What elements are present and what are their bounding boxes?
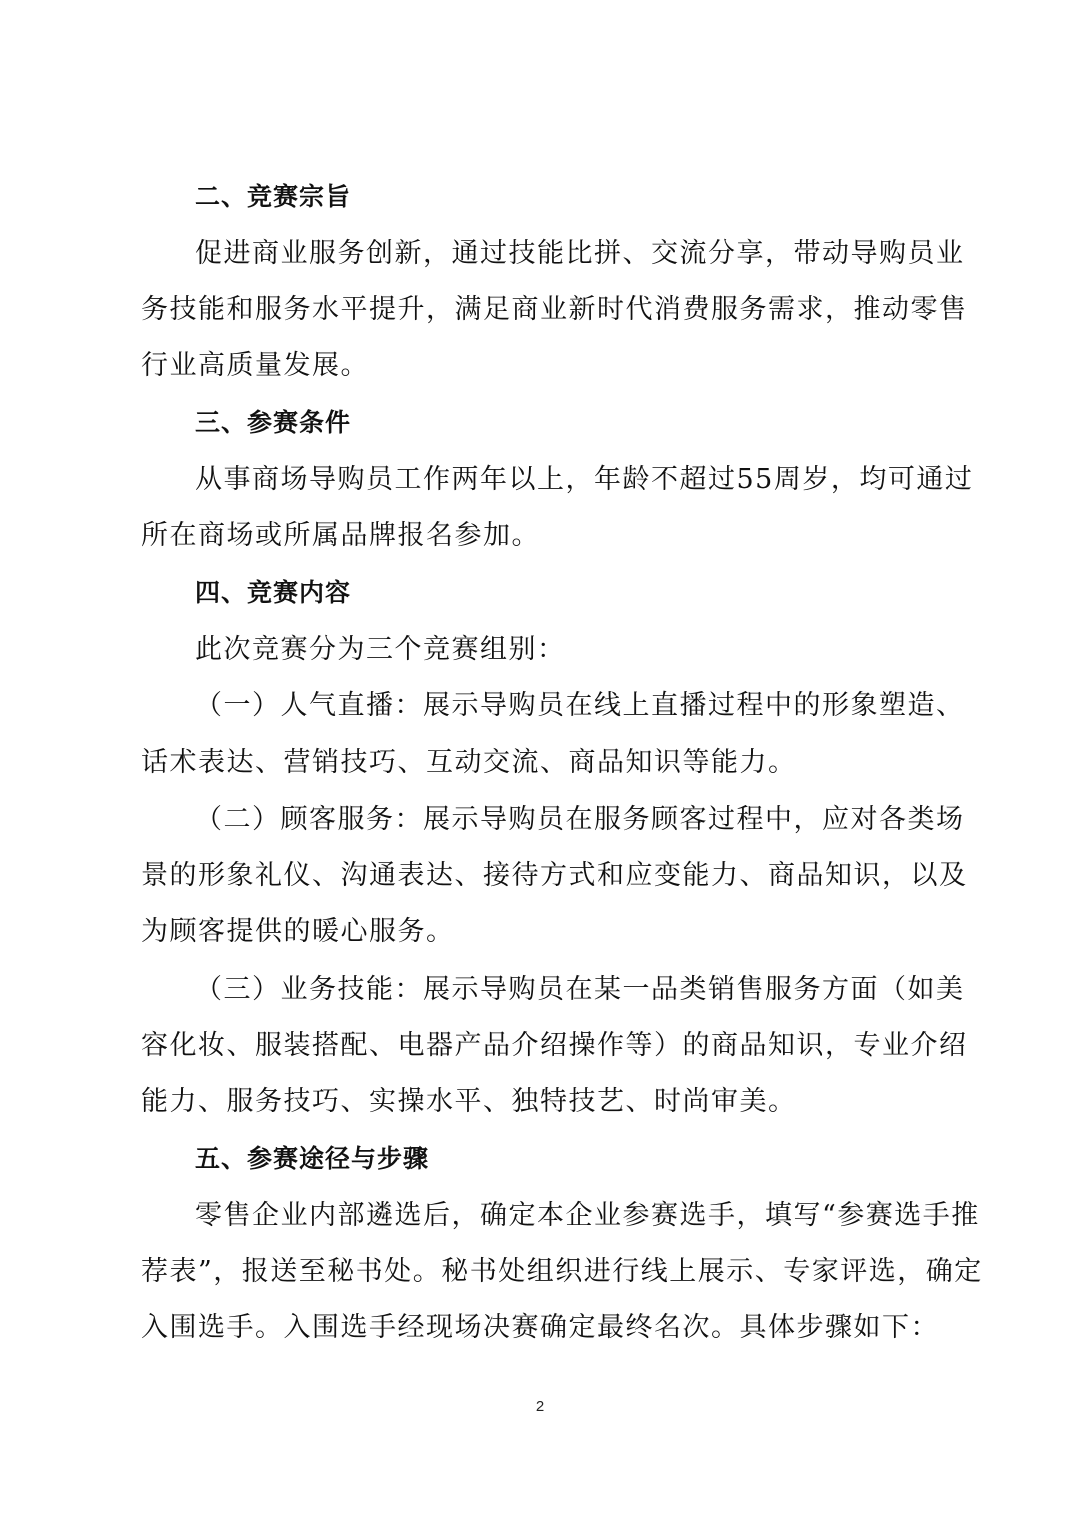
paragraph-line: 荐表”，报送至秘书处。秘书处组织进行线上展示、专家评选，确定 <box>141 1256 983 1287</box>
paragraph-line: 入围选手。入围选手经现场决赛确定最终名次。具体步骤如下： <box>141 1312 939 1343</box>
list-item-business-skills: （三）业务技能：展示导购员在某一品类销售服务方面（如美 <box>195 974 965 1005</box>
paragraph-line: 从事商场导购员工作两年以上，年龄不超过55周岁，均可通过 <box>195 464 974 495</box>
section-heading-purpose: 二、竞赛宗旨 <box>195 182 352 211</box>
list-item-live-stream: （一）人气直播：展示导购员在线上直播过程中的形象塑造、 <box>195 690 965 721</box>
section-heading-content: 四、竞赛内容 <box>195 578 352 607</box>
paragraph-line: 促进商业服务创新，通过技能比拼、交流分享，带动导购员业 <box>195 238 965 269</box>
paragraph-line: 务技能和服务水平提升，满足商业新时代消费服务需求，推动零售 <box>141 294 968 325</box>
section-heading-eligibility: 三、参赛条件 <box>195 408 352 437</box>
list-item-customer-service: （二）顾客服务：展示导购员在服务顾客过程中，应对各类场 <box>195 804 965 835</box>
paragraph-line: 此次竞赛分为三个竞赛组别： <box>195 634 566 665</box>
paragraph-line: 能力、服务技巧、实操水平、独特技艺、时尚审美。 <box>141 1086 797 1117</box>
paragraph-line: 景的形象礼仪、沟通表达、接待方式和应变能力、商品知识，以及 <box>141 860 968 891</box>
paragraph-line: 零售企业内部遴选后，确定本企业参赛选手，填写“参赛选手推 <box>195 1200 980 1231</box>
paragraph-line: 容化妆、服装搭配、电器产品介绍操作等）的商品知识，专业介绍 <box>141 1030 968 1061</box>
paragraph-line: 为顾客提供的暖心服务。 <box>141 916 455 947</box>
paragraph-line: 所在商场或所属品牌报名参加。 <box>141 520 540 551</box>
section-heading-steps: 五、参赛途径与步骤 <box>195 1144 430 1173</box>
page-number: 2 <box>535 1398 545 1415</box>
paragraph-line: 行业高质量发展。 <box>141 350 369 381</box>
paragraph-line: 话术表达、营销技巧、互动交流、商品知识等能力。 <box>141 747 797 778</box>
